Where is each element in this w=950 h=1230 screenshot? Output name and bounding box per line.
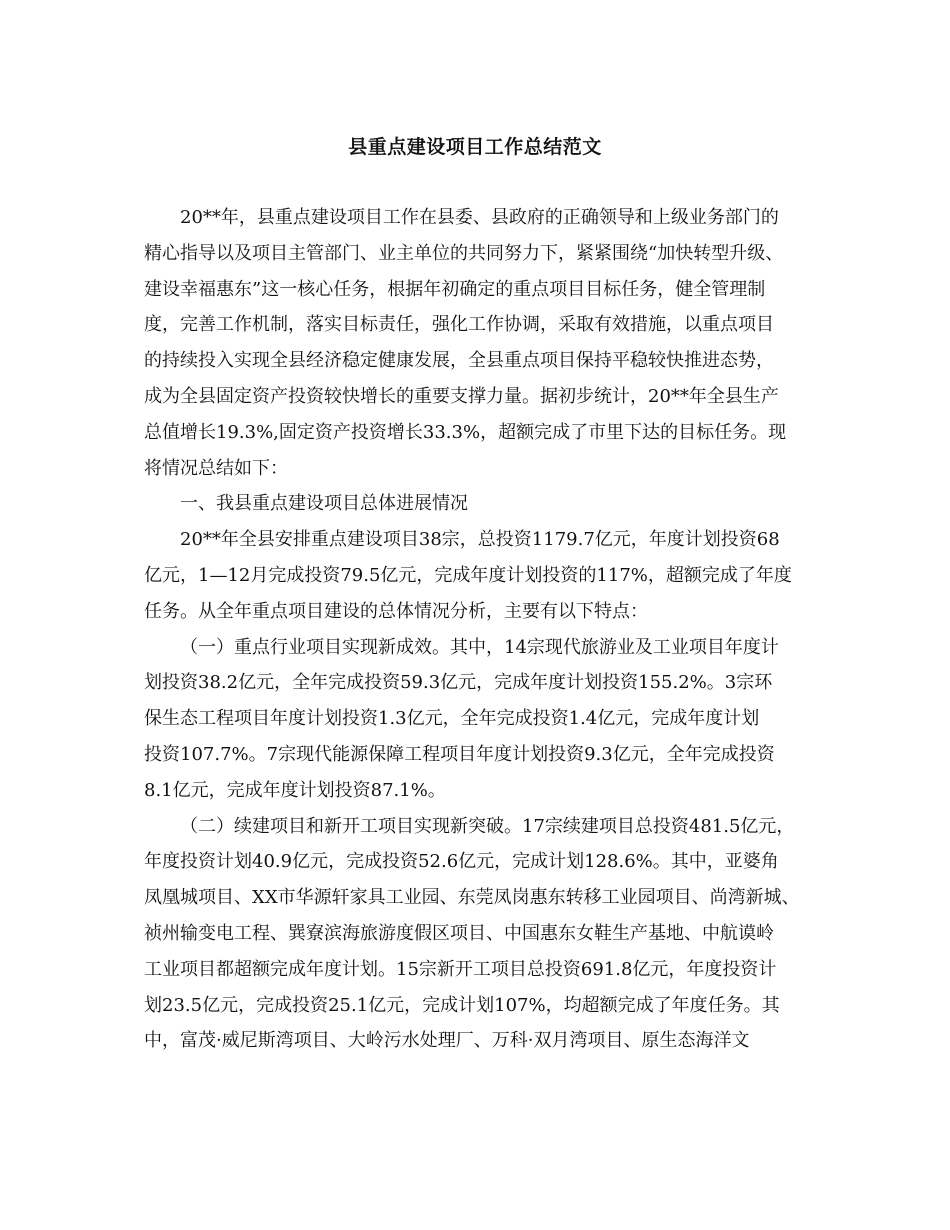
paragraph-line: 保生态工程项目年度计划投资1.3亿元，全年完成投资1.4亿元，完成年度计划 — [144, 708, 760, 730]
paragraph-line: （二）续建项目和新开工项目实现新突破。17宗续建项目总投资481.5亿元， — [180, 815, 795, 837]
paragraph-line: 祯州输变电工程、巽寮滨海旅游度假区项目、中国惠东女鞋生产基地、中航谟岭 — [144, 922, 774, 944]
paragraph-line: 将情况总结如下： — [144, 457, 288, 479]
document-body — [144, 200, 812, 1059]
paragraph-line: 成为全县固定资产投资较快增长的重要支撑力量。据初步统计，20**年全县生产 — [144, 385, 779, 407]
paragraph-line: 年度投资计划40.9亿元，完成投资52.6亿元，完成计划128.6%。其中，亚婆角 — [144, 851, 779, 873]
paragraph-line: 划投资38.2亿元，全年完成投资59.3亿元，完成年度计划投资155.2%。3宗环 — [144, 672, 773, 694]
paragraph-line: 任务。从全年重点项目建设的总体情况分析，主要有以下特点： — [144, 600, 648, 622]
paragraph-line: 总值增长19.3%,固定资产投资增长33.3%，超额完成了市里下达的目标任务。现 — [144, 421, 787, 443]
document-title: 县重点建设项目工作总结范文 — [348, 136, 602, 158]
paragraph-line: 20**年，县重点建设项目工作在县委、县政府的正确领导和上级业务部门的 — [180, 207, 779, 228]
paragraph-line: 中，富茂·威尼斯湾项目、大岭污水处理厂、万科·双月湾项目、原生态海洋文 — [144, 1030, 750, 1052]
paragraph-line: 度，完善工作机制，落实目标责任，强化工作协调，采取有效措施，以重点项目 — [144, 314, 774, 336]
paragraph-line: 投资107.7%。7宗现代能源保障工程项目年度计划投资9.3亿元，全年完成投资 — [144, 743, 775, 765]
paragraph-line: 精心指导以及项目主管部门、业主单位的共同努力下，紧紧围绕“加快转型升级、 — [144, 242, 784, 264]
paragraph-line: 亿元，1—12月完成投资79.5亿元，完成年度计划投资的117%，超额完成了年度 — [144, 564, 792, 586]
paragraph-line: 20**年全县安排重点建设项目38宗，总投资1179.7亿元，年度计划投资68 — [180, 529, 780, 551]
paragraph-line: 8.1亿元，完成年度计划投资87.1%。 — [144, 779, 446, 801]
paragraph-line: 工业项目都超额完成年度计划。15宗新开工项目总投资691.8亿元，年度投资计 — [144, 958, 777, 980]
paragraph-line: （一）重点行业项目实现新成效。其中，14宗现代旅游业及工业项目年度计 — [180, 636, 779, 658]
paragraph-line: 建设幸福惠东”这一核心任务，根据年初确定的重点项目目标任务，健全管理制 — [144, 278, 766, 300]
section-heading: 一、我县重点建设项目总体进展情况 — [180, 493, 468, 515]
paragraph-line: 划23.5亿元，完成投资25.1亿元，完成计划107%，均超额完成了年度任务。其 — [144, 994, 780, 1016]
paragraph-line: 凤凰城项目、XX市华源轩家具工业园、东莞凤岗惠东转移工业园项目、尚湾新城、 — [144, 887, 800, 909]
paragraph-line: 的持续投入实现全县经济稳定健康发展，全县重点项目保持平稳较快推进态势， — [144, 350, 774, 372]
